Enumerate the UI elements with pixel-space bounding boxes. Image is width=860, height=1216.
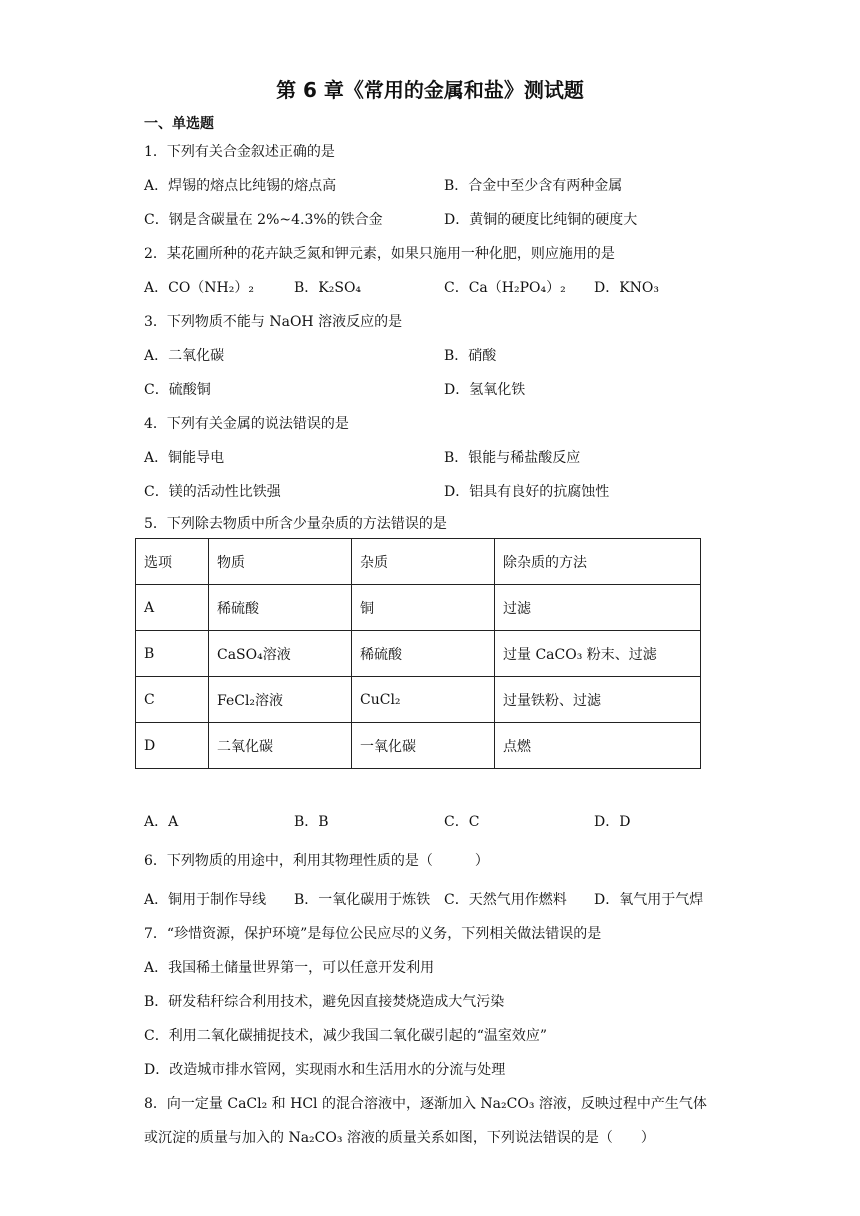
question-6-option-a[interactable]: A．铜用于制作导线 [144, 892, 267, 908]
question-7-option-b[interactable]: B．研发秸秆综合利用技术，避免因直接焚烧造成大气污染 [144, 994, 505, 1010]
section-heading: 一、单选题 [144, 116, 214, 132]
table-header-cell: 选项 [136, 539, 209, 585]
question-8-stem-line-2: 或沉淀的质量与加入的 Na₂CO₃ 溶液的质量关系如图，下列说法错误的是（ ） [144, 1130, 655, 1146]
question-2-stem: 2．某花圃所种的花卉缺乏氮和钾元素，如果只施用一种化肥，则应施用的是 [144, 246, 615, 262]
question-5-option-b[interactable]: B．B [294, 814, 329, 830]
question-3-stem: 3．下列物质不能与 NaOH 溶液反应的是 [144, 314, 403, 330]
question-1-option-b[interactable]: B．合金中至少含有两种金属 [444, 178, 623, 194]
table-cell: CuCl₂ [352, 677, 495, 723]
question-1-stem: 1．下列有关合金叙述正确的是 [144, 144, 335, 160]
table-cell: 点燃 [495, 723, 701, 769]
question-2-option-d[interactable]: D．KNO₃ [594, 280, 660, 296]
table-cell: 二氧化碳 [209, 723, 352, 769]
question-6-option-b[interactable]: B．一氧化碳用于炼铁 [294, 892, 431, 908]
table-cell: 一氧化碳 [352, 723, 495, 769]
table-header-row [136, 539, 701, 585]
question-7-option-d[interactable]: D．改造城市排水管网，实现雨水和生活用水的分流与处理 [144, 1062, 506, 1078]
question-3-option-a[interactable]: A．二氧化碳 [144, 348, 225, 364]
question-6-option-d[interactable]: D．氧气用于气焊 [594, 892, 704, 908]
question-4-option-c[interactable]: C．镁的活动性比铁强 [144, 484, 281, 500]
question-4-stem: 4．下列有关金属的说法错误的是 [144, 416, 349, 432]
question-7-option-a[interactable]: A．我国稀土储量世界第一，可以任意开发利用 [144, 960, 435, 976]
question-2-option-c[interactable]: C．Ca（H₂PO₄）₂ [444, 280, 566, 296]
question-4-option-a[interactable]: A．铜能导电 [144, 450, 225, 466]
table-cell: FeCl₂溶液 [209, 677, 352, 723]
table-header-cell: 物质 [209, 539, 352, 585]
table-cell: 稀硫酸 [209, 585, 352, 631]
table-cell: 过量铁粉、过滤 [495, 677, 701, 723]
question-3-option-b[interactable]: B．硝酸 [444, 348, 497, 364]
question-4-option-d[interactable]: D．铝具有良好的抗腐蚀性 [444, 484, 610, 500]
table-cell: C [136, 677, 209, 723]
question-3-option-c[interactable]: C．硫酸铜 [144, 382, 211, 398]
impurity-removal-table [135, 538, 701, 769]
question-4-option-b[interactable]: B．银能与稀盐酸反应 [444, 450, 581, 466]
table-row [136, 677, 701, 723]
question-5-option-d[interactable]: D．D [594, 814, 631, 830]
question-6-option-c[interactable]: C．天然气用作燃料 [444, 892, 567, 908]
question-1-option-a[interactable]: A．焊锡的熔点比纯锡的熔点高 [144, 178, 337, 194]
question-3-option-d[interactable]: D．氢氧化铁 [444, 382, 526, 398]
table-cell: 稀硫酸 [352, 631, 495, 677]
table-cell: D [136, 723, 209, 769]
table-header-cell: 杂质 [352, 539, 495, 585]
question-1-option-d[interactable]: D．黄铜的硬度比纯铜的硬度大 [444, 212, 638, 228]
table-row [136, 723, 701, 769]
table-row [136, 631, 701, 677]
question-8-stem-line-1: 8．向一定量 CaCl₂ 和 HCl 的混合溶液中，逐渐加入 Na₂CO₃ 溶液，反映过程中产生气体 [144, 1096, 707, 1112]
question-5-stem: 5．下列除去物质中所含少量杂质的方法错误的是 [144, 516, 447, 532]
table-header-cell: 除杂质的方法 [495, 539, 701, 585]
question-2-option-a[interactable]: A．CO（NH₂）₂ [144, 280, 254, 296]
question-5-option-c[interactable]: C．C [444, 814, 480, 830]
table-cell: 过量 CaCO₃ 粉末、过滤 [495, 631, 701, 677]
table-cell: B [136, 631, 209, 677]
table-cell: A [136, 585, 209, 631]
question-1-option-c[interactable]: C．钢是含碳量在 2%~4.3%的铁合金 [144, 212, 383, 228]
question-6-stem: 6．下列物质的用途中，利用其物理性质的是（ ） [144, 853, 489, 869]
table-cell: 铜 [352, 585, 495, 631]
question-5-option-a[interactable]: A．A [144, 814, 179, 830]
question-7-option-c[interactable]: C．利用二氧化碳捕捉技术，减少我国二氧化碳引起的“温室效应” [144, 1028, 548, 1044]
question-7-stem: 7．“珍惜资源，保护环境”是每位公民应尽的义务，下列相关做法错误的是 [144, 926, 602, 942]
page-title: 第 6 章《常用的金属和盐》测试题 [276, 78, 584, 102]
table-cell: 过滤 [495, 585, 701, 631]
table-row [136, 585, 701, 631]
question-2-option-b[interactable]: B．K₂SO₄ [294, 280, 362, 296]
table-cell: CaSO₄溶液 [209, 631, 352, 677]
